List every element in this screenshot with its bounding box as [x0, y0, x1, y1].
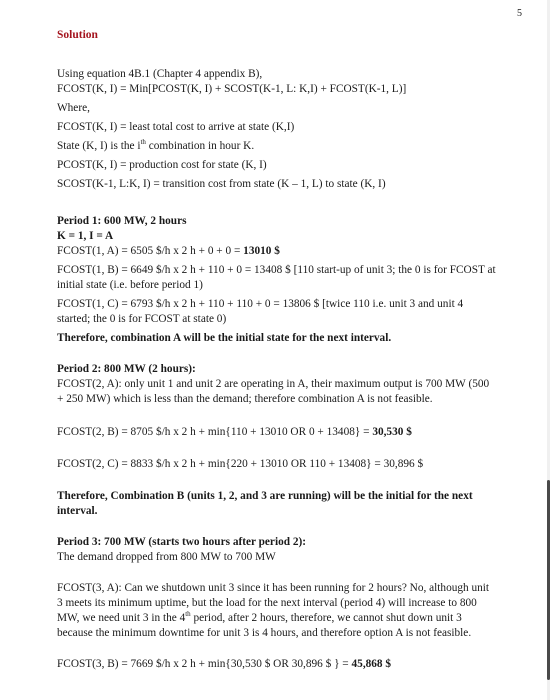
- period-1-conclusion: Therefore, combination A will be the initial state for the next interval.: [57, 332, 392, 344]
- period-1-k-line: K = 1, I = A: [57, 230, 114, 242]
- period-2-section: [57, 362, 497, 519]
- period-2-fcost-b: [57, 425, 497, 440]
- period-3-fcost-b-text: FCOST(3, B) = 7669 $/h x 2 h + min{30,530 $ OR 30,896 $ } =: [57, 658, 352, 670]
- period-3-fcost-b-value: 45,868 $: [351, 658, 392, 670]
- period-1-fcost-a-text: FCOST(1, A) = 6505 $/h x 2 h + 0 + 0 =: [57, 245, 244, 257]
- period-1-fcost-a: [57, 244, 497, 259]
- definition-state-b: combination in hour K.: [145, 140, 255, 152]
- period-3-fcost-a-text-2: period, after 2 hours, therefore, we cannot shut down unit 3 because the minimum downtime for unit 3 is 4 hours, and therefore option A is not feasible.: [57, 612, 472, 639]
- period-3-fcost-a: [57, 581, 497, 641]
- period-1-fcost-b: FCOST(1, B) = 6649 $/h x 2 h + 110 + 0 = 13408 $ [110 start-up of unit 3; the 0 is for FCOST at initial state (i.e. before period 1): [57, 264, 496, 291]
- solution-title: Solution: [57, 29, 98, 41]
- solution-content: [57, 28, 497, 672]
- period-1-heading: Period 1: 600 MW, 2 hours: [57, 215, 187, 227]
- definition-scost: SCOST(K-1, L:K, I) = transition cost from state (K – 1, L) to state (K, I): [57, 178, 386, 190]
- period-2-heading: Period 2: 800 MW (2 hours):: [57, 363, 196, 375]
- intro-section: [57, 67, 497, 192]
- period-3-demand: The demand dropped from 800 MW to 700 MW: [57, 551, 276, 563]
- definition-state-sup: th: [140, 138, 146, 147]
- period-1-section: [57, 214, 497, 346]
- definition-fcost: FCOST(K, I) = least total cost to arrive at state (K,I): [57, 121, 295, 133]
- period-1-fcost-a-value: 13010 $: [243, 245, 280, 257]
- period-2-fcost-c: FCOST(2, C) = 8833 $/h x 2 h + min{220 + 13010 OR 110 + 13408} = 30,896 $: [57, 458, 424, 470]
- definition-state: [57, 139, 497, 154]
- period-2-fcost-b-value: 30,530 $: [372, 426, 412, 438]
- fcost-equation: FCOST(K, I) = Min[PCOST(K, I) + SCOST(K-1, L: K,I) + FCOST(K-1, L)]: [57, 83, 407, 95]
- definition-state-a: State (K, I) is the i: [57, 140, 141, 152]
- where-label: Where,: [57, 102, 90, 114]
- period-1-fcost-c: FCOST(1, C) = 6793 $/h x 2 h + 110 + 110 + 0 = 13806 $ [twice 110 i.e. unit 3 and unit 4 started; the 0 is for FCOST at state 0): [57, 298, 464, 325]
- intro-line-1: Using equation 4B.1 (Chapter 4 appendix B),: [57, 68, 263, 80]
- period-2-conclusion: Therefore, Combination B (units 1, 2, and 3 are running) will be the initial for the next interval.: [57, 490, 473, 517]
- period-2-fcost-a: FCOST(2, A): only unit 1 and unit 2 are operating in A, their maximum output is 700 MW (500 + 250 MW) which is less than the demand; therefore combination A is not feasible.: [57, 378, 490, 405]
- period-3-fcost-b: [57, 657, 497, 672]
- definition-pcost: PCOST(K, I) = production cost for state (K, I): [57, 159, 267, 171]
- period-2-fcost-b-text: FCOST(2, B) = 8705 $/h x 2 h + min{110 + 13010 OR 0 + 13408} =: [57, 426, 373, 438]
- period-3-fcost-a-text-1: FCOST(3, A): Can we shutdown unit 3 since it has been running for 2 hours? No, although unit 3 meets its minimum uptime, but the load for the next interval (period 4) will increase to 800 MW, we need unit 3 in the 4: [57, 582, 490, 624]
- period-3-fcost-a-sup: th: [185, 610, 191, 619]
- period-3-section: [57, 535, 497, 672]
- period-3-heading: Period 3: 700 MW (starts two hours after period 2):: [57, 536, 307, 548]
- page-number: 5: [517, 8, 522, 19]
